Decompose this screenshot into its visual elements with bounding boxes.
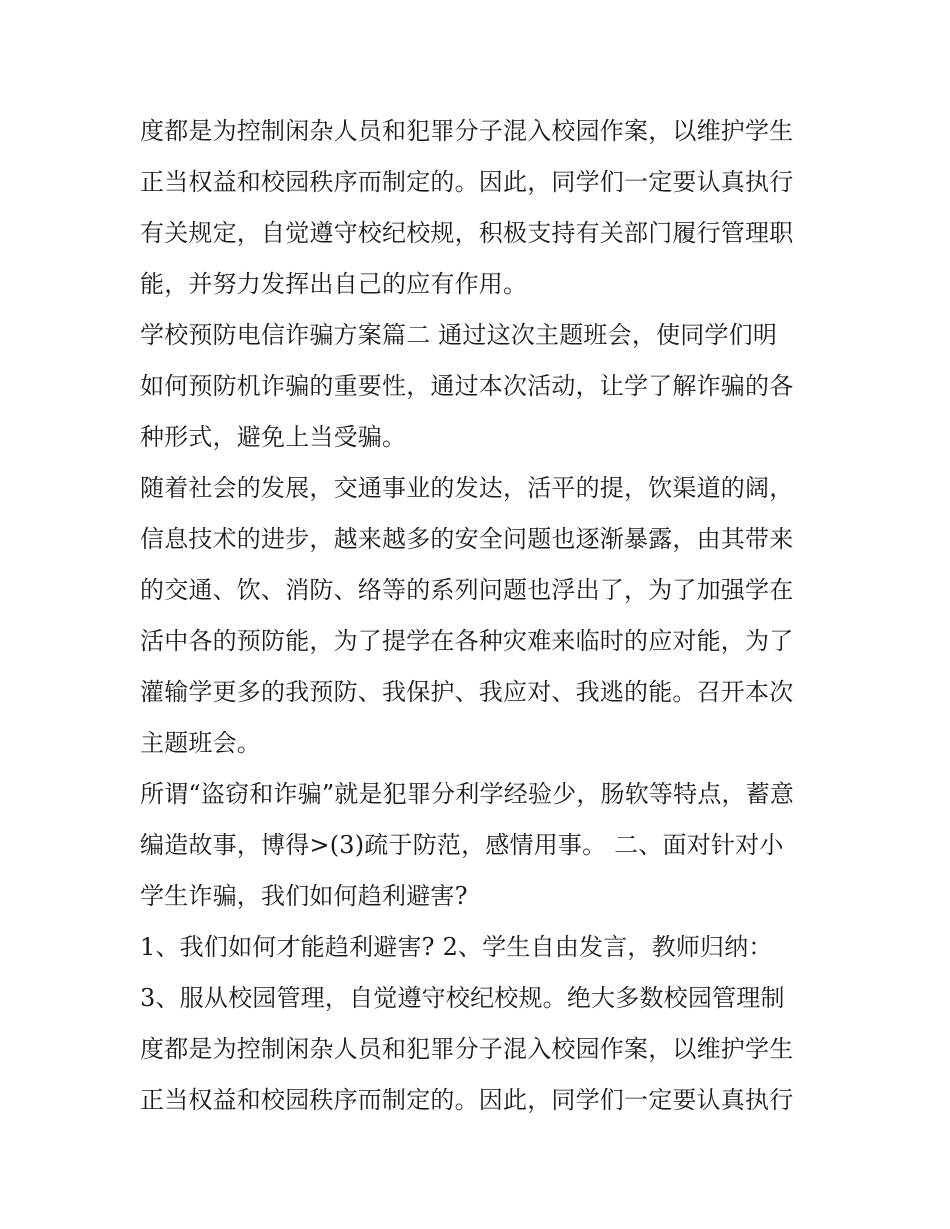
text-line: 学生诈骗，我们如何趋利避害? [140, 882, 468, 910]
text-line: 所谓“盗窃和诈骗”就是犯罪分利学经验少，肠软等特点，蓄意 [140, 780, 795, 808]
text-line: 如何预防机诈骗的重要性，通过本次活动，让学了解诈骗的各 [140, 372, 794, 400]
text-line: 有关规定，自觉遵守校纪校规，积极支持有关部门履行管理职 [140, 219, 794, 247]
text-line: 的交通、饮、消防、络等的系列问题也浮出了，为了加强学在 [140, 576, 794, 604]
text-line: 3、服从校园管理，自觉遵守校纪校规。绝大多数校园管理制 [140, 984, 785, 1012]
text-line: 随着社会的发展，交通事业的发达，活平的提，饮渠道的阔， [140, 474, 794, 502]
text-line: 度都是为控制闲杂人员和犯罪分子混入校园作案，以维护学生 [140, 117, 794, 145]
text-line: 正当权益和校园秩序而制定的。因此，同学们一定要认真执行 [140, 1086, 794, 1114]
text-line: 信息技术的进步，越来越多的安全问题也逐渐暴露，由其带来 [140, 525, 794, 553]
text-line: 主题班会。 [140, 729, 261, 757]
text-line: 度都是为控制闲杂人员和犯罪分子混入校园作案，以维护学生 [140, 1035, 794, 1063]
text-line: 学校预防电信诈骗方案篇二 通过这次主题班会，使同学们明 [140, 321, 778, 349]
text-line: 1、我们如何才能趋利避害? 2、学生自由发言，教师归纳： [140, 933, 773, 961]
text-line: 正当权益和校园秩序而制定的。因此，同学们一定要认真执行 [140, 168, 794, 196]
text-line: 能，并努力发挥出自己的应有作用。 [140, 270, 528, 298]
text-line: 编造故事，博得>(3)疏于防范，感情用事。 二、面对针对小 [140, 831, 784, 859]
text-line: 活中各的预防能，为了提学在各种灾难来临时的应对能，为了 [140, 627, 794, 655]
text-line: 灌输学更多的我预防、我保护、我应对、我逃的能。召开本次 [140, 678, 794, 706]
document-body [140, 106, 820, 1126]
text-line: 种形式，避免上当受骗。 [140, 423, 407, 451]
